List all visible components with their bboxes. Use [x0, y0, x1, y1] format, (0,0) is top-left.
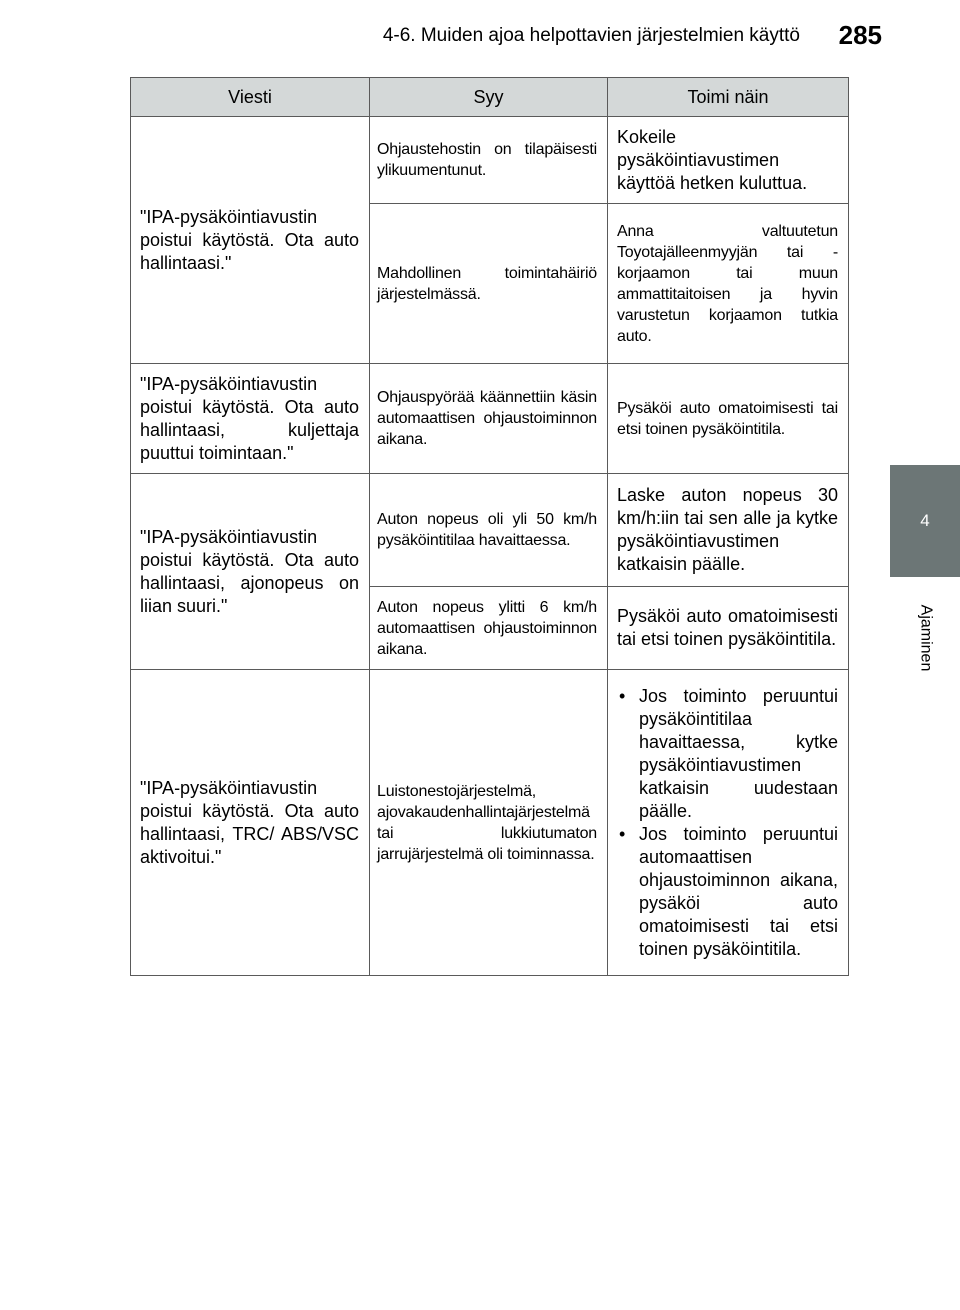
table-header-row [131, 78, 849, 117]
action-bullet-list [617, 685, 838, 961]
table-row [131, 117, 849, 204]
message-cell: "IPA-pysäköintiavustin poistui käytöstä. Ota auto hallintaasi, ajonopeus on liian suuri." [131, 474, 370, 670]
action-cell: Kokeile pysäköintiavustimen käyttöä hetken kuluttua. [608, 117, 849, 204]
cause-cell: Luistonestojärjestelmä, ajovakaudenhallintajärjestelmä tai lukkiutumaton jarrujärjestelmä oli toiminnassa. [370, 670, 608, 976]
chapter-tab [890, 465, 960, 577]
action-cell: Pysäköi auto omatoimisesti tai etsi toinen pysäköintitila. [608, 364, 849, 474]
table-row [131, 364, 849, 474]
action-cell: Pysäköi auto omatoimisesti tai etsi toinen pysäköintitila. [608, 587, 849, 670]
message-table [130, 77, 849, 976]
table-row [131, 670, 849, 976]
action-cell: Anna valtuutetun Toyotajälleenmyyjän tai -korjaamon tai muun ammattitaitoisen ja hyvin varustetun korjaamon tutkia auto. [608, 204, 849, 364]
action-cell: Laske auton nopeus 30 km/h:iin tai sen alle ja kytke pysäköintiavustimen katkaisin päälle. [608, 474, 849, 587]
section-title: 4-6. Muiden ajoa helpottavien järjestelmien käyttö [382, 25, 800, 46]
message-cell: "IPA-pysäköintiavustin poistui käytöstä. Ota auto hallintaasi." [131, 117, 370, 364]
cause-cell: Ohjauspyörää käännettiin käsin automaattisen ohjaustoiminnon aikana. [370, 364, 608, 474]
cause-cell: Auton nopeus oli yli 50 km/h pysäköintitilaa havaittaessa. [370, 474, 608, 587]
chapter-label: Ajaminen [916, 604, 934, 672]
page-number: 285 [838, 20, 882, 50]
chapter-number: 4 [920, 511, 930, 530]
action-bullet: • Jos toiminto peruuntui pysäköintitilaa havaittaessa, kytke pysäköintiavustimen katkaisin uudestaan päälle. [617, 685, 838, 823]
message-cell: "IPA-pysäköintiavustin poistui käytöstä. Ota auto hallintaasi, kuljettaja puuttui toimintaan." [131, 364, 370, 474]
cause-cell: Ohjaustehostin on tilapäisesti ylikuumentunut. [370, 117, 608, 204]
table-row [131, 474, 849, 587]
column-header-cause: Syy [370, 78, 608, 117]
column-header-message: Viesti [131, 78, 370, 117]
cause-cell: Auton nopeus ylitti 6 km/h automaattisen ohjaustoiminnon aikana. [370, 587, 608, 670]
column-header-action: Toimi näin [608, 78, 849, 117]
action-cell [608, 670, 849, 976]
message-cell: "IPA-pysäköintiavustin poistui käytöstä. Ota auto hallintaasi, TRC/ ABS/VSC aktivoitui." [131, 670, 370, 976]
action-bullet: • Jos toiminto peruuntui automaattisen ohjaustoiminnon aikana, pysäköi auto omatoimisesti tai etsi toinen pysäköintitila. [617, 823, 838, 961]
cause-cell: Mahdollinen toimintahäiriö järjestelmässä. [370, 204, 608, 364]
chapter-label-container [890, 578, 960, 698]
